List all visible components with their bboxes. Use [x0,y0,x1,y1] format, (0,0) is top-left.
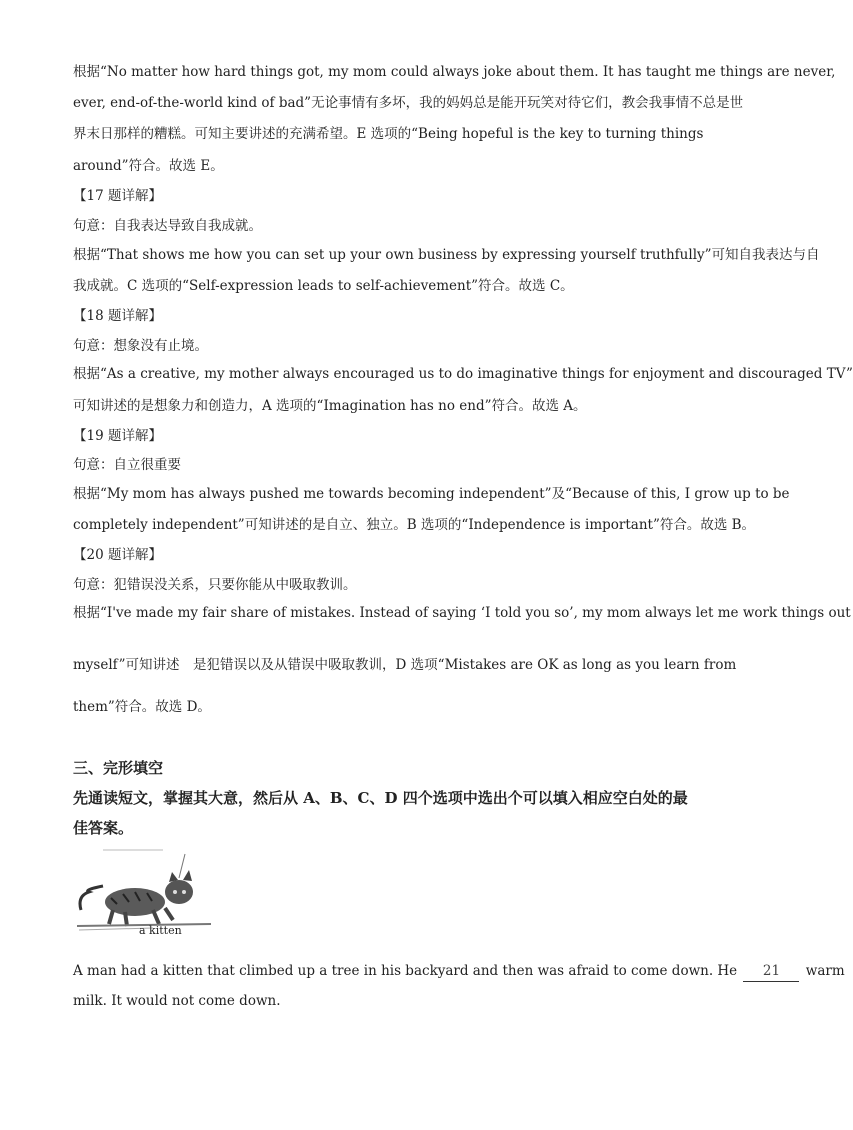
section-title: 三、完形填空 [73,759,164,777]
q20-line3: them”符合。故选 D。 [73,699,211,715]
q20-line2: myself”可知讲述 是犯错误以及从错误中吸取教训，D 选项“Mistakes are OK as long as you learn from [73,657,737,673]
explanation-16-line1: 根据“No matter how hard things got, my mom could always joke about them. It has taught me things are never, [73,64,836,80]
q18-line1: 根据“As a creative, my mother always encouraged us to do imaginative things for enjoyment and discouraged TV” [73,366,853,382]
q19-heading: 【19 题详解】 [73,428,162,444]
q17-line1: 根据“That shows me how you can set up your own business by expressing yourself truthfully”可知自我表达与自 [73,247,820,263]
q18-heading: 【18 题详解】 [73,308,162,324]
q19-line1: 根据“My mom has always pushed me towards becoming independent”及“Because of this, I grow up to be [73,486,790,502]
q19-line2: completely independent”可知讲述的是自立、独立。B 选项的“Independence is important”符合。故选 B。 [73,517,756,533]
passage-line2: milk. It would not come down. [73,993,281,1009]
blank-21: 21 [743,961,799,982]
q18-line2: 可知讲述的是想象力和创造力，A 选项的“Imagination has no end”符合。故选 A。 [73,398,587,414]
explanation-16-line4: around”符合。故选 E。 [73,158,224,174]
q20-line1: 根据“I've made my fair share of mistakes. Instead of saying ‘I told you so’, my mom always let me work things out [73,605,851,621]
section-instruction-line2: 佳答案。 [73,819,134,837]
q17-heading: 【17 题详解】 [73,188,162,204]
section-instruction-line1: 先通读短文，掌握其大意，然后从 A、B、C、D 四个选项中选出个可以填入相应空白处的最 [73,789,688,807]
q17-line2: 我成就。C 选项的“Self-expression leads to self-achievement”符合。故选 C。 [73,278,574,294]
passage-line1 [73,961,845,982]
q20-heading: 【20 题详解】 [73,547,162,563]
passage-text-before: A man had a kitten that climbed up a tree in his backyard and then was afraid to come down. He [73,963,738,979]
q20-meaning: 句意：犯错误没关系，只要你能从中吸取教训。 [73,577,357,593]
q17-meaning: 句意：自我表达导致自我成就。 [73,218,262,234]
explanation-16-line3: 界末日那样的糟糕。可知主要讲述的充满希望。E 选项的“Being hopeful is the key to turning things [73,126,704,142]
explanation-16-line2: ever, end-of-the-world kind of bad”无论事情有多坏，我的妈妈总是能开玩笑对待它们，教会我事情不总是世 [73,95,744,111]
q19-meaning: 句意：自立很重要 [73,457,181,473]
q18-meaning: 句意：想象没有止境。 [73,338,208,354]
passage-text-after: warm [805,963,845,979]
figure-caption: a kitten [139,924,182,937]
